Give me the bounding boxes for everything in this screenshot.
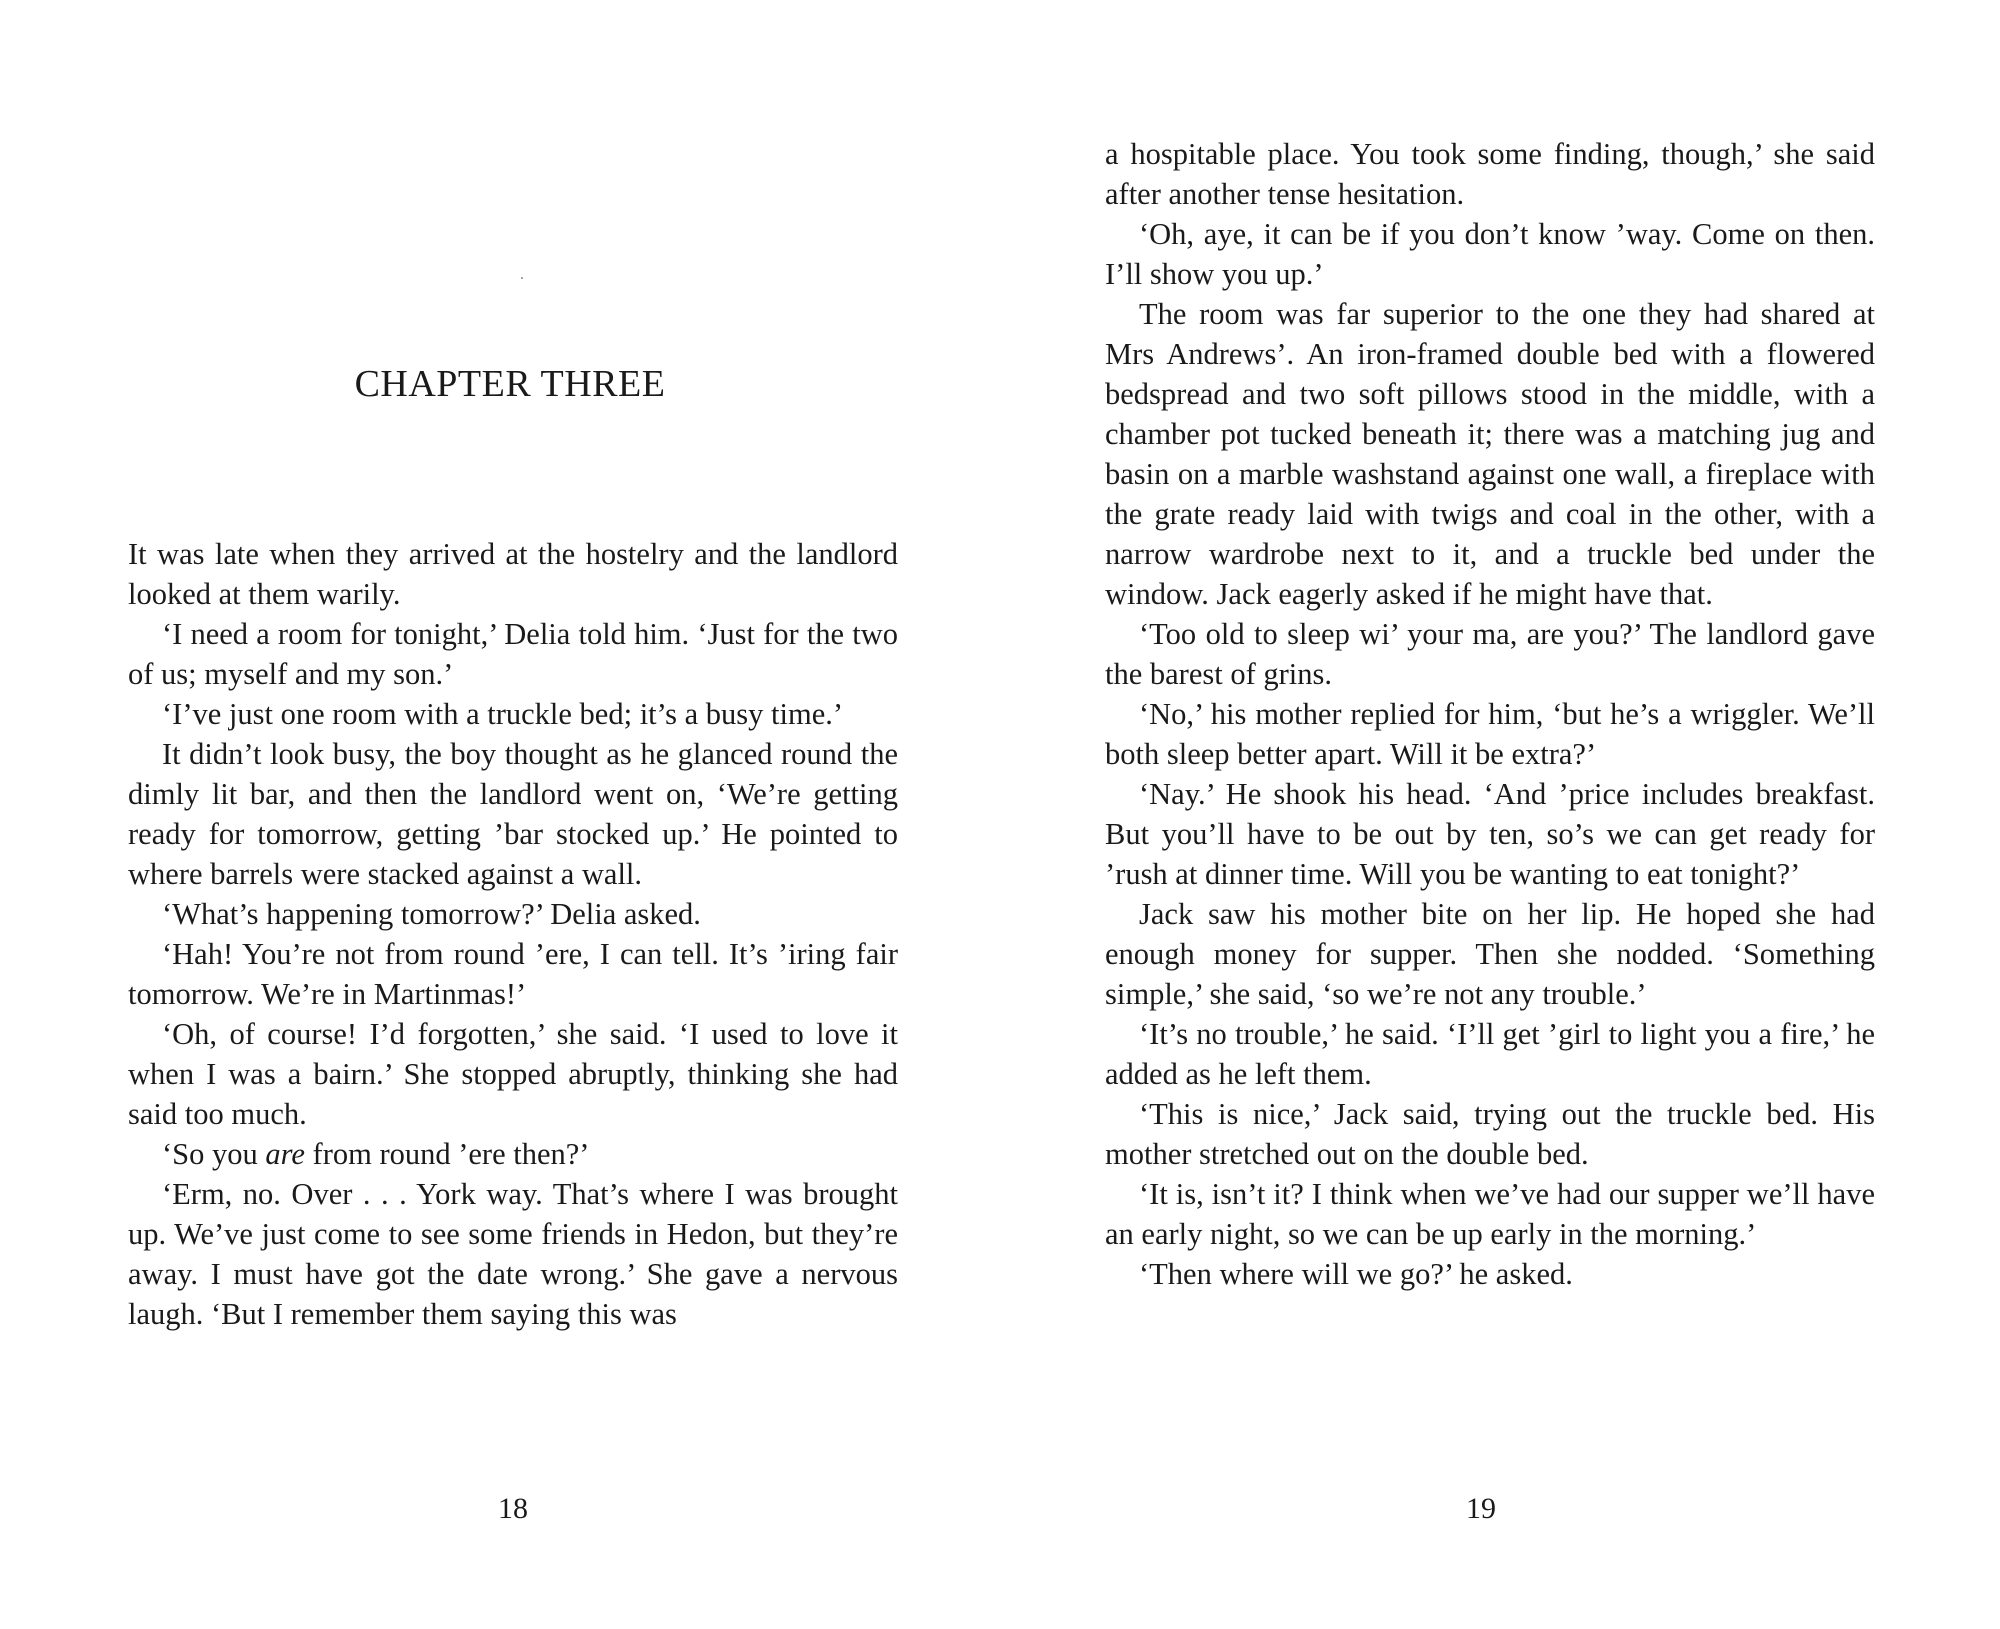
page-number: 18 (498, 1492, 528, 1525)
paragraph: ‘It is, isn’t it? I think when we’ve had our supper we’ll have an early night, so we can be up early in the morning.’ (1105, 1177, 1875, 1251)
chapter-title: CHAPTER THREE (354, 363, 666, 405)
paragraph-text: from round ’ere then?’ (304, 1137, 590, 1171)
left-page-body (128, 534, 898, 1334)
paragraph: Jack saw his mother bite on her lip. He hoped she had enough money for supper. Then she nodded. ‘Something simple,’ she said, ‘so we’re not any trouble.’ (1105, 897, 1875, 1011)
paragraph: ‘Then where will we go?’ he asked. (1139, 1257, 1573, 1291)
paragraph: ‘Oh, aye, it can be if you don’t know ’way. Come on then. I’ll show you up.’ (1105, 217, 1875, 291)
paragraph: ‘What’s happening tomorrow?’ Delia asked. (162, 897, 701, 931)
paragraph: It didn’t look busy, the boy thought as he glanced round the dimly lit bar, and then the landlord went on, ‘We’re getting ready for tomorrow, getting ’bar stocked up.’ He pointed to where barrels were stacked against a wall. (128, 737, 898, 891)
right-page (1000, 0, 2000, 1629)
paragraph: ‘I’ve just one room with a truckle bed; it’s a busy time.’ (162, 697, 844, 731)
paragraph (128, 1134, 898, 1174)
paragraph: ‘This is nice,’ Jack said, trying out the truckle bed. His mother stretched out on the double bed. (1105, 1097, 1875, 1171)
paragraph: ‘It’s no trouble,’ he said. ‘I’ll get ’girl to light you a fire,’ he added as he left them. (1105, 1017, 1875, 1091)
paragraph: ‘No,’ his mother replied for him, ‘but he’s a wriggler. We’ll both sleep better apart. Will it be extra?’ (1105, 697, 1875, 771)
paragraph: ‘Erm, no. Over . . . York way. That’s where I was brought up. We’ve just come to see some friends in Hedon, but they’re away. I must have got the date wrong.’ She gave a nervous laugh. ‘But I remember them saying this was (128, 1177, 898, 1331)
paragraph: ‘Too old to sleep wi’ your ma, are you?’ The landlord gave the barest of grins. (1105, 617, 1875, 691)
paragraph: The room was far superior to the one they had shared at Mrs Andrews’. An iron-framed double bed with a flowered bedspread and two soft pillows stood in the middle, with a chamber pot tucked beneath it; there was a matching jug and basin on a marble washstand against one wall, a fireplace with the grate ready laid with twigs and coal in the other, with a narrow wardrobe next to it, and a truckle bed under the window. Jack eagerly asked if he might have that. (1105, 297, 1875, 611)
page-number: 19 (1466, 1492, 1496, 1525)
paragraph: It was late when they arrived at the hostelry and the landlord looked at them warily. (128, 537, 898, 611)
paper-speck (521, 277, 523, 279)
paragraph: ‘Hah! You’re not from round ’ere, I can tell. It’s ’iring fair tomorrow. We’re in Martinmas!’ (128, 937, 898, 1011)
paragraph: ‘Nay.’ He shook his head. ‘And ’price includes breakfast. But you’ll have to be out by ten, so’s we can get ready for ’rush at dinner time. Will you be wanting to eat tonight?’ (1105, 777, 1875, 891)
emphasis-text: are (265, 1137, 305, 1171)
paragraph: a hospitable place. You took some finding, though,’ she said after another tense hesitation. (1105, 137, 1875, 211)
right-page-body (1105, 134, 1875, 1294)
paragraph-text: ‘So you (162, 1137, 266, 1171)
paragraph: ‘Oh, of course! I’d forgotten,’ she said. ‘I used to love it when I was a bairn.’ She stopped abruptly, thinking she had said too much. (128, 1017, 898, 1131)
paragraph: ‘I need a room for tonight,’ Delia told him. ‘Just for the two of us; myself and my son.’ (128, 617, 898, 691)
